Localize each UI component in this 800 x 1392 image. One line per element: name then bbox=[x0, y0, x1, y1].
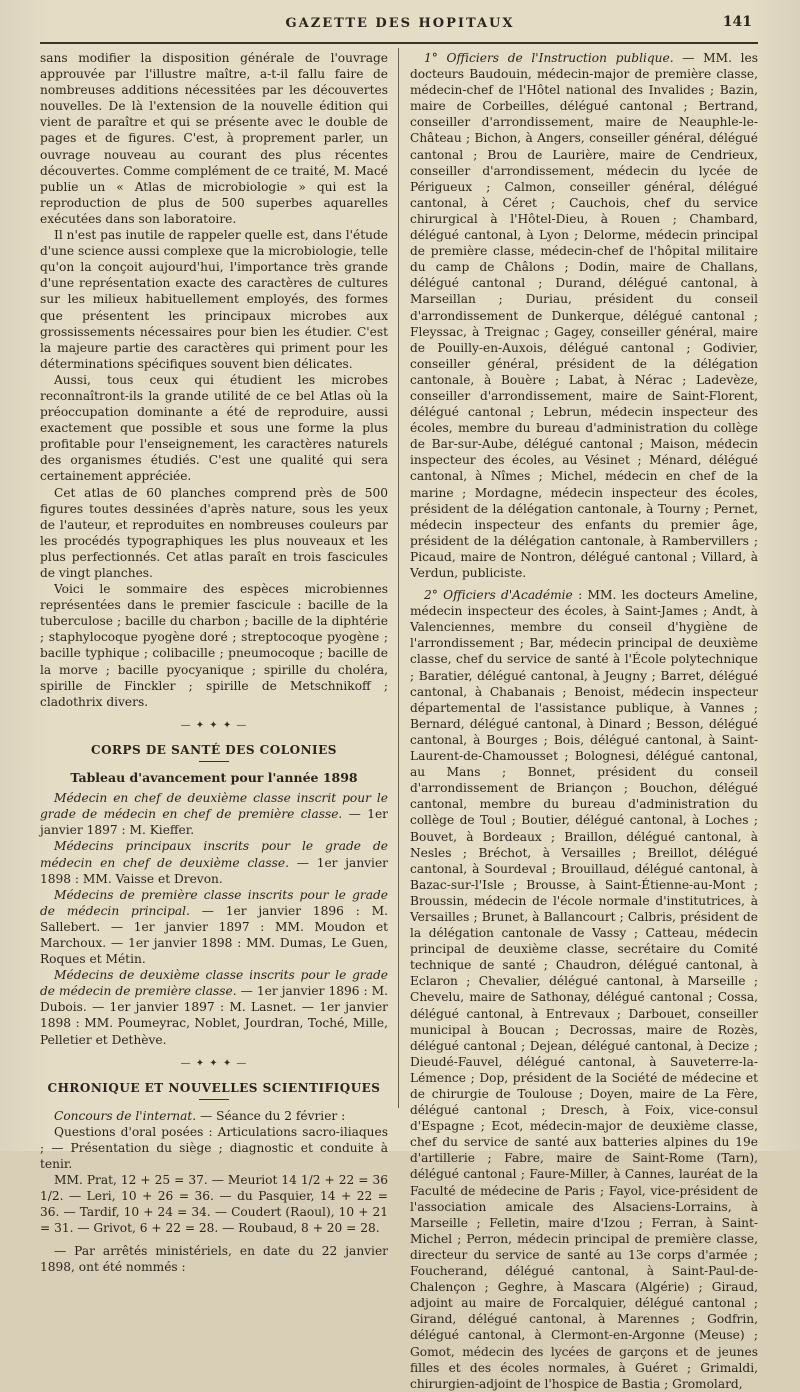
ornament-divider: — ✦ ✦ ✦ — bbox=[180, 719, 248, 731]
promotion-grade: Médecin en chef de deuxième classe inscrit pour le grade de médecin en chef de première classe. bbox=[40, 791, 388, 822]
internat-heading bbox=[40, 1108, 388, 1124]
promotion-names: — 1er janvier 1896 : M. Sallebert. — 1er janvier 1897 : MM. Moudon et Marchoux. — 1er janvier 1898 : MM. Dumas, Le Guen, Roques et Métin. bbox=[40, 903, 388, 967]
paragraph: Cet atlas de 60 planches comprend près de 500 figures toutes dessinées d'après nature, sous les yeux de l'auteur, et reproduites en nombreuses couleurs par les procédés typographiques les plus nouveaux et les plus perfectionnés. Cet atlas paraît en trois fascicules de vingt planches. bbox=[40, 485, 388, 580]
section-title-corps-sante: CORPS DE SANTÉ DES COLONIES bbox=[91, 742, 337, 757]
short-rule bbox=[199, 761, 229, 762]
promotion-entry bbox=[40, 790, 388, 838]
promotion-entry bbox=[40, 887, 388, 967]
decree-intro: — Par arrêtés ministériels, en date du 22 janvier 1898, ont été nommés : bbox=[40, 1243, 388, 1274]
officers-list: — MM. les docteurs Baudouin, médecin-major de première classe, médecin-chef de l'Hôtel national des Invalides ; Bazin, maire de Corbeilles, délégué cantonal ; Bertrand, conseiller d'arrondissement, maire de Neauphle-le-Château ; Bichon, à Angers, conseiller général, délégué cantonal ; Brou de Laurière, maire de Cendrieux, conseiller d'arrondissement, médecin du lycée de Périgueux ; Calmon, conseiller général, délégué cantonal, à Céret ; Cauchois, chef du service chirurgical à l'Hôtel-Dieu, à Rouen ; Chambard, délégué cantonal, à Lyon ; Delorme, médecin principal de première classe, médecin-chef de l'hôpital militaire du camp de Châlons ; Dodin, maire de Challans, délégué cantonal ; Durand, délégué cantonal, à Marseillan ; Duriau, président du conseil d'arrondissement de Dunkerque, délégué cantonal ; Fleyssac, à Treignac ; Gagey, conseiller général, maire de Pouilly-en-Auxois, délégué cantonal ; Godivier, conseiller général, président de la délégation cantonale, à Bouère ; Labat, à Nérac ; Ladevèze, conseiller d'arrondissement, maire de Saint-Florent, délégué cantonal ; Lebrun, médecin inspecteur des écoles, membre du bureau d'administration du collège de Bar-sur-Aube, délégué cantonal ; Maison, médecin inspecteur des écoles, au Vésinet ; Ménard, délégué cantonal, à Nîmes ; Michel, médecin en chef de la marine ; Mordagne, médecin inspecteur des écoles, président de la délégation cantonale, à Tourny ; Pernet, médecin inspecteur des enfants du premier âge, président de la délégation cantonale, à Rambervillers ; Picaud, maire de Nontron, délégué cantonal ; Villard, à Verdun, publiciste. bbox=[410, 51, 758, 580]
header-rule bbox=[40, 42, 758, 44]
promotion-names: — 1er janvier 1896 : M. Dubois. — 1er janvier 1897 : M. Lasnet. — 1er janvier 1898 : MM. Poumeyrac, Noblet, Jourdran, Toché, Mille, Pelletier et Dethève. bbox=[40, 984, 388, 1047]
promotion-names: — 1er janvier 1898 : MM. Vaisse et Drevon. bbox=[40, 855, 388, 886]
officers-instruction-publique bbox=[410, 50, 758, 581]
paragraph: Il n'est pas inutile de rappeler quelle est, dans l'étude d'une science aussi complexe que la microbiologie, telle qu'on la conçoit aujourd'hui, l'importance très grande d'une représentation exacte des caractères de cultures sur les milieux habituellement employés, des formes que présentent les principaux microbes aux grossissements nécessaires pour bien les étudier. C'est la majeure partie des caractères qui priment pour les déterminations spécifiques souvent bien délicates. bbox=[40, 228, 388, 371]
promotion-entry bbox=[40, 838, 388, 886]
section-title-chronique: CHRONIQUE ET NOUVELLES SCIENTIFIQUES bbox=[47, 1080, 381, 1095]
officers-list: : MM. les docteurs Ameline, médecin inspecteur des écoles, à Saint-James ; Andt, à Valenciennes, membre du conseil d'hygiène de l'arrondissement ; Bar, médecin principal de deuxième classe, chef du service de santé à l'École polytechnique ; Baratier, délégué cantonal, à Jeugny ; Barret, délégué cantonal, à Chabanais ; Benoist, médecin inspecteur départemental de l'assistance publique, à Vannes ; Bernard, délégué cantonal, à Dinard ; Besson, délégué cantonal, à Bourges ; Bois, délégué cantonal, à Saint-Laurent-de-Chamousset ; Bolognesi, délégué cantonal, au Mans ; Bonnet, président du conseil d'arrondissement de Briançon ; Bouchon, délégué cantonal, membre du bureau d'administration du collège de Toul ; Boutier, délégué cantonal, à Loches ; Bouvet, à Bordeaux ; Braillon, délégué cantonal, à Nesles ; Bréchot, à Versailles ; Breillot, délégué cantonal, à Sourdeval ; Brouillaud, délégué cantonal, à Bazac-sur-l'Isle ; Brousse, à Saint-Étienne-au-Mont ; Broussin, médecin de l'école normale d'institutrices, à Versailles ; Brunet, à Ballancourt ; Calbris, président de la délégation cantonale de Vassy ; Catteau, médecin principal de deuxième classe, secrétaire du Comité technique de santé ; Chaudron, délégué cantonal, à Eclaron ; Chevalier, délégué cantonal, à Marseille ; Chevelu, maire de Sathonay, délégué cantonal ; Cossa, délégué cantonal, à Entrevaux ; Darbouet, conseiller municipal à Boucan ; Decrossas, maire de Rozès, délégué cantonal ; Dejean, délégué cantonal, à Decize ; Dieudé-Fauvel, délégué cantonal, à Sauveterre-la-Lémence ; Dop, président de la Société de médecine et de chirurgie de Toulouse ; Doyen, maire de La Fère, délégué cantonal ; Dresch, à Foix, vice-consul d'Espagne ; Ecot, médecin-major de deuxième classe, chef du service de santé aux batteries alpines du 19e d'artillerie ; Fabre, maire de Saint-Rome (Tarn), délégué cantonal ; Faure-Miller, à Cannes, lauréat de la Faculté de médecine de Paris ; Fayol, vice-président de l'association amicale des Alsaciens-Lorrains, à Marseille ; Felletin, maire d'Izou ; Ferran, à Saint-Michel ; Perron, médecin principal de première classe, directeur du service de santé au 13e corps d'armée ; Foucherand, délégué cantonal, à Saint-Paul-de-Chalençon ; Geghre, à Mascara (Algérie) ; Giraud, adjoint au maire de Forcalquier, délégué cantonal ; Girand, délégué cantonal, à Marennes ; Godfrin, délégué cantonal, à Clermont-en-Argonne (Meuse) ; Gomot, médecin des lycées de garçons et de jeunes filles et des écoles normales, à Guéret ; Grimaldi, chirurgien-adjoint de l'hospice de Bastia ; Gromolard, bbox=[410, 588, 758, 1391]
promotion-grade: Médecins principaux inscrits pour le grade de médecin en chef de deuxième classe. bbox=[40, 839, 388, 870]
right-column bbox=[410, 50, 758, 1392]
running-header: GAZETTE DES HOPITAUX bbox=[285, 16, 515, 31]
internat-title: Concours de l'internat. bbox=[54, 1108, 197, 1123]
oral-questions: Questions d'oral posées : Articulations sacro-iliaques ; — Présentation du siège ; diagnostic et conduite à tenir. bbox=[40, 1124, 388, 1172]
promotion-names: — 1er janvier 1897 : M. Kieffer. bbox=[40, 807, 388, 838]
left-column bbox=[40, 50, 388, 1275]
paragraph: Aussi, tous ceux qui étudient les microbes reconnaîtront-ils la grande utilité de ce bel Atlas où la préoccupation dominante a été de reproduire, aussi exactement que possible et sous une forme la plus profitable pour l'enseignement, les caractères naturels des organismes étudiés. C'est une qualité qui sera certainement appréciée. bbox=[40, 372, 388, 484]
paragraph: sans modifier la disposition générale de l'ouvrage approuvée par l'illustre maître, a-t-il fallu faire de nombreuses additions nécessitées par les découvertes nouvelles. De là l'extension de la nouvelle édition qui vient de paraître et qui se présente avec le double de pages et de figures. C'est, à proprement parler, un ouvrage nouveau au courant des plus récentes découvertes. Comme complément de ce traité, M. Macé publie un « Atlas de microbiologie » qui est la reproduction de plus de 500 superbes aquarelles exécutées dans son laboratoire. bbox=[40, 51, 388, 226]
exam-scores: MM. Prat, 12 + 25 = 37. — Meuriot 14 1/2 + 22 = 36 1/2. — Leri, 10 + 26 = 36. — du Pasquier, 14 + 22 = 36. — Tardif, 10 + 24 = 34. — Coudert (Raoul), 10 + 21 = 31. — Grivot, 6 + 22 = 28. — Roubaud, 8 + 20 = 28. bbox=[40, 1173, 388, 1236]
ornament-divider: — ✦ ✦ ✦ — bbox=[180, 1057, 248, 1069]
paragraph: Voici le sommaire des espèces microbiennes représentées dans le premier fascicule : bacille de la tuberculose ; bacille du charbon ; bacille de la diphtérie ; staphylocoque pyogène doré ; streptocoque pyogène ; bacille typhique ; colibacille ; pneumocoque ; bacille de la morve ; bacille pyocyanique ; spirille du choléra, spirille de Finckler ; spirille de Metschnikoff ; cladothrix divers. bbox=[40, 582, 388, 709]
column-divider bbox=[398, 48, 399, 1108]
promotion-grade: Médecins de première classe inscrits pour le grade de médecin principal. bbox=[40, 887, 388, 918]
short-rule bbox=[199, 1099, 229, 1100]
officers-heading: 2° Officiers d'Académie bbox=[424, 588, 573, 603]
page-number: 141 bbox=[722, 14, 752, 30]
promotion-grade: Médecins de deuxième classe inscrits pour le grade de médecin de première classe. bbox=[40, 968, 388, 999]
promotion-entry bbox=[40, 967, 388, 1047]
internat-date: — Séance du 2 février : bbox=[196, 1108, 346, 1123]
section-subtitle: Tableau d'avancement pour l'année 1898 bbox=[70, 770, 358, 786]
officers-academie bbox=[410, 587, 758, 1392]
officers-heading: 1° Officiers de l'Instruction publique. bbox=[424, 51, 674, 65]
